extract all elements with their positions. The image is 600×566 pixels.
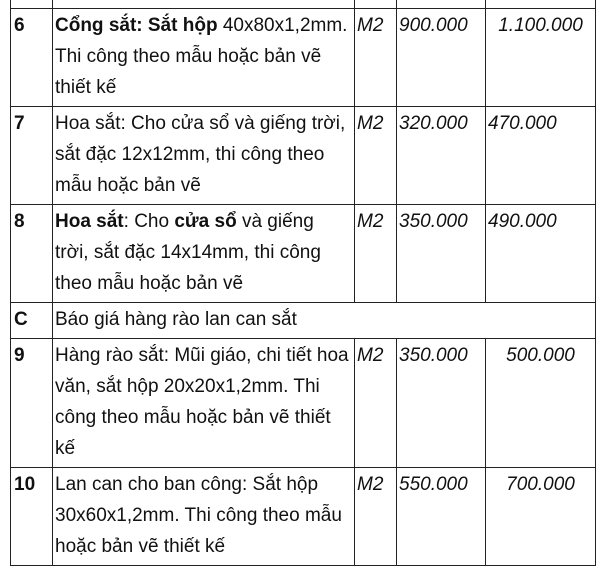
cell-price-low: 350.000	[397, 339, 486, 468]
cell-unit: M2	[355, 107, 397, 205]
cell-unit: M2	[355, 205, 397, 303]
cell-price-high: 500.000	[486, 339, 596, 468]
cell-no: 6	[11, 9, 53, 107]
table-row	[11, 107, 596, 205]
table-row	[11, 468, 596, 566]
table-row	[11, 0, 596, 9]
table-row	[11, 9, 596, 107]
cell-description: Hoa sắt: Cho cửa sổ và giếng trời, sắt đặc 12x12mm, thi công theo mẫu hoặc bản vẽ	[53, 107, 355, 205]
cell-description: Hoa sắt: Cho cửa sổ và giếng trời, sắt đặc 14x14mm, thi công theo mẫu hoặc bản vẽ	[53, 205, 355, 303]
table-row	[11, 339, 596, 468]
section-title: Báo giá hàng rào lan can sắt	[53, 303, 596, 339]
price-table	[10, 0, 596, 566]
cell-description: Lan can cho ban công: Sắt hộp 30x60x1,2mm. Thi công theo mẫu hoặc bản vẽ thiết kế	[53, 468, 355, 566]
cell-price-low: 900.000	[397, 9, 486, 107]
cell-price-high: 700.000	[486, 468, 596, 566]
cell-unit: M2	[355, 339, 397, 468]
cell-no: 8	[11, 205, 53, 303]
cell-unit: M2	[355, 468, 397, 566]
cell-price-low: 550.000	[397, 468, 486, 566]
cell-price-high: 1.100.000	[486, 9, 596, 107]
cell-price-high: 490.000	[486, 205, 596, 303]
cell-no: 9	[11, 339, 53, 468]
cell-price-high: 470.000	[486, 107, 596, 205]
cell-no: 7	[11, 107, 53, 205]
cell-price-low: 320.000	[397, 107, 486, 205]
cell-description	[53, 0, 355, 9]
cell-no: 10	[11, 468, 53, 566]
table-row	[11, 205, 596, 303]
cell-description: Cổng sắt: Sắt hộp 40x80x1,2mm. Thi công theo mẫu hoặc bản vẽ thiết kế	[53, 9, 355, 107]
section-row	[11, 303, 596, 339]
cell-price-low: 350.000	[397, 205, 486, 303]
cell-no: C	[11, 303, 53, 339]
cell-description: Hàng rào sắt: Mũi giáo, chi tiết hoa văn, sắt hộp 20x20x1,2mm. Thi công theo mẫu hoặc bản vẽ thiết kế	[53, 339, 355, 468]
cell-unit: M2	[355, 9, 397, 107]
